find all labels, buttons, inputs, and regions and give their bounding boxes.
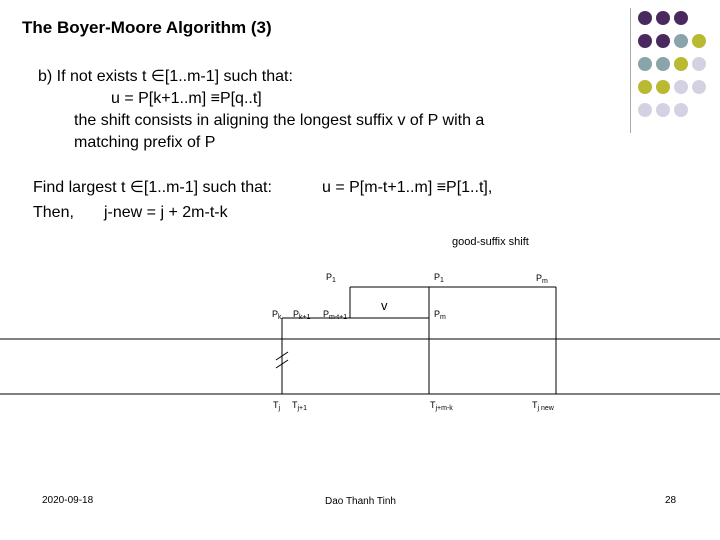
- case-line: b) If not exists t ∈[1..m-1] such that:: [38, 68, 293, 85]
- u-definition-line: u = P[k+1..m] ≡P[q..t]: [111, 90, 262, 107]
- footer-page-number: 28: [665, 495, 677, 506]
- label-pmt1: $P_{m-t+1}$: [323, 309, 348, 321]
- label-pk: $P_k$: [272, 309, 282, 321]
- shift-description-line-1: the shift consists in aligning the longest suffix v of P with a: [74, 112, 485, 129]
- then-label: Then,: [33, 204, 74, 221]
- label-pk1: $P_{k+1}$: [293, 309, 311, 321]
- shift-description-line-2: matching prefix of P: [74, 134, 216, 151]
- label-tj1: $T_{j+1}$: [292, 400, 308, 412]
- footer-author: Dao Thanh Tinh: [325, 496, 396, 507]
- label-pm-top: $P_m$: [536, 273, 548, 285]
- jnew-formula: j-new = j + 2m-t-k: [104, 204, 228, 221]
- label-p1-left: $P_1$: [326, 272, 336, 284]
- label-p1-right: $P_1$: [434, 272, 444, 284]
- find-largest-line: Find largest t ∈[1..m-1] such that:: [33, 179, 272, 196]
- slide-title: The Boyer-Moore Algorithm (3): [22, 18, 272, 37]
- diagram-caption: good-suffix shift: [452, 236, 529, 248]
- label-tjnew: $T_{j new}$: [532, 400, 554, 412]
- label-tj: $T_j$: [273, 400, 281, 412]
- label-v: v: [381, 298, 388, 313]
- find-condition-line: u = P[m-t+1..m] ≡P[1..t],: [322, 179, 493, 196]
- footer-date: 2020-09-18: [42, 495, 94, 506]
- label-pm-mid: $P_m$: [434, 309, 446, 321]
- label-tjmk: $T_{j+m-k}$: [430, 400, 453, 412]
